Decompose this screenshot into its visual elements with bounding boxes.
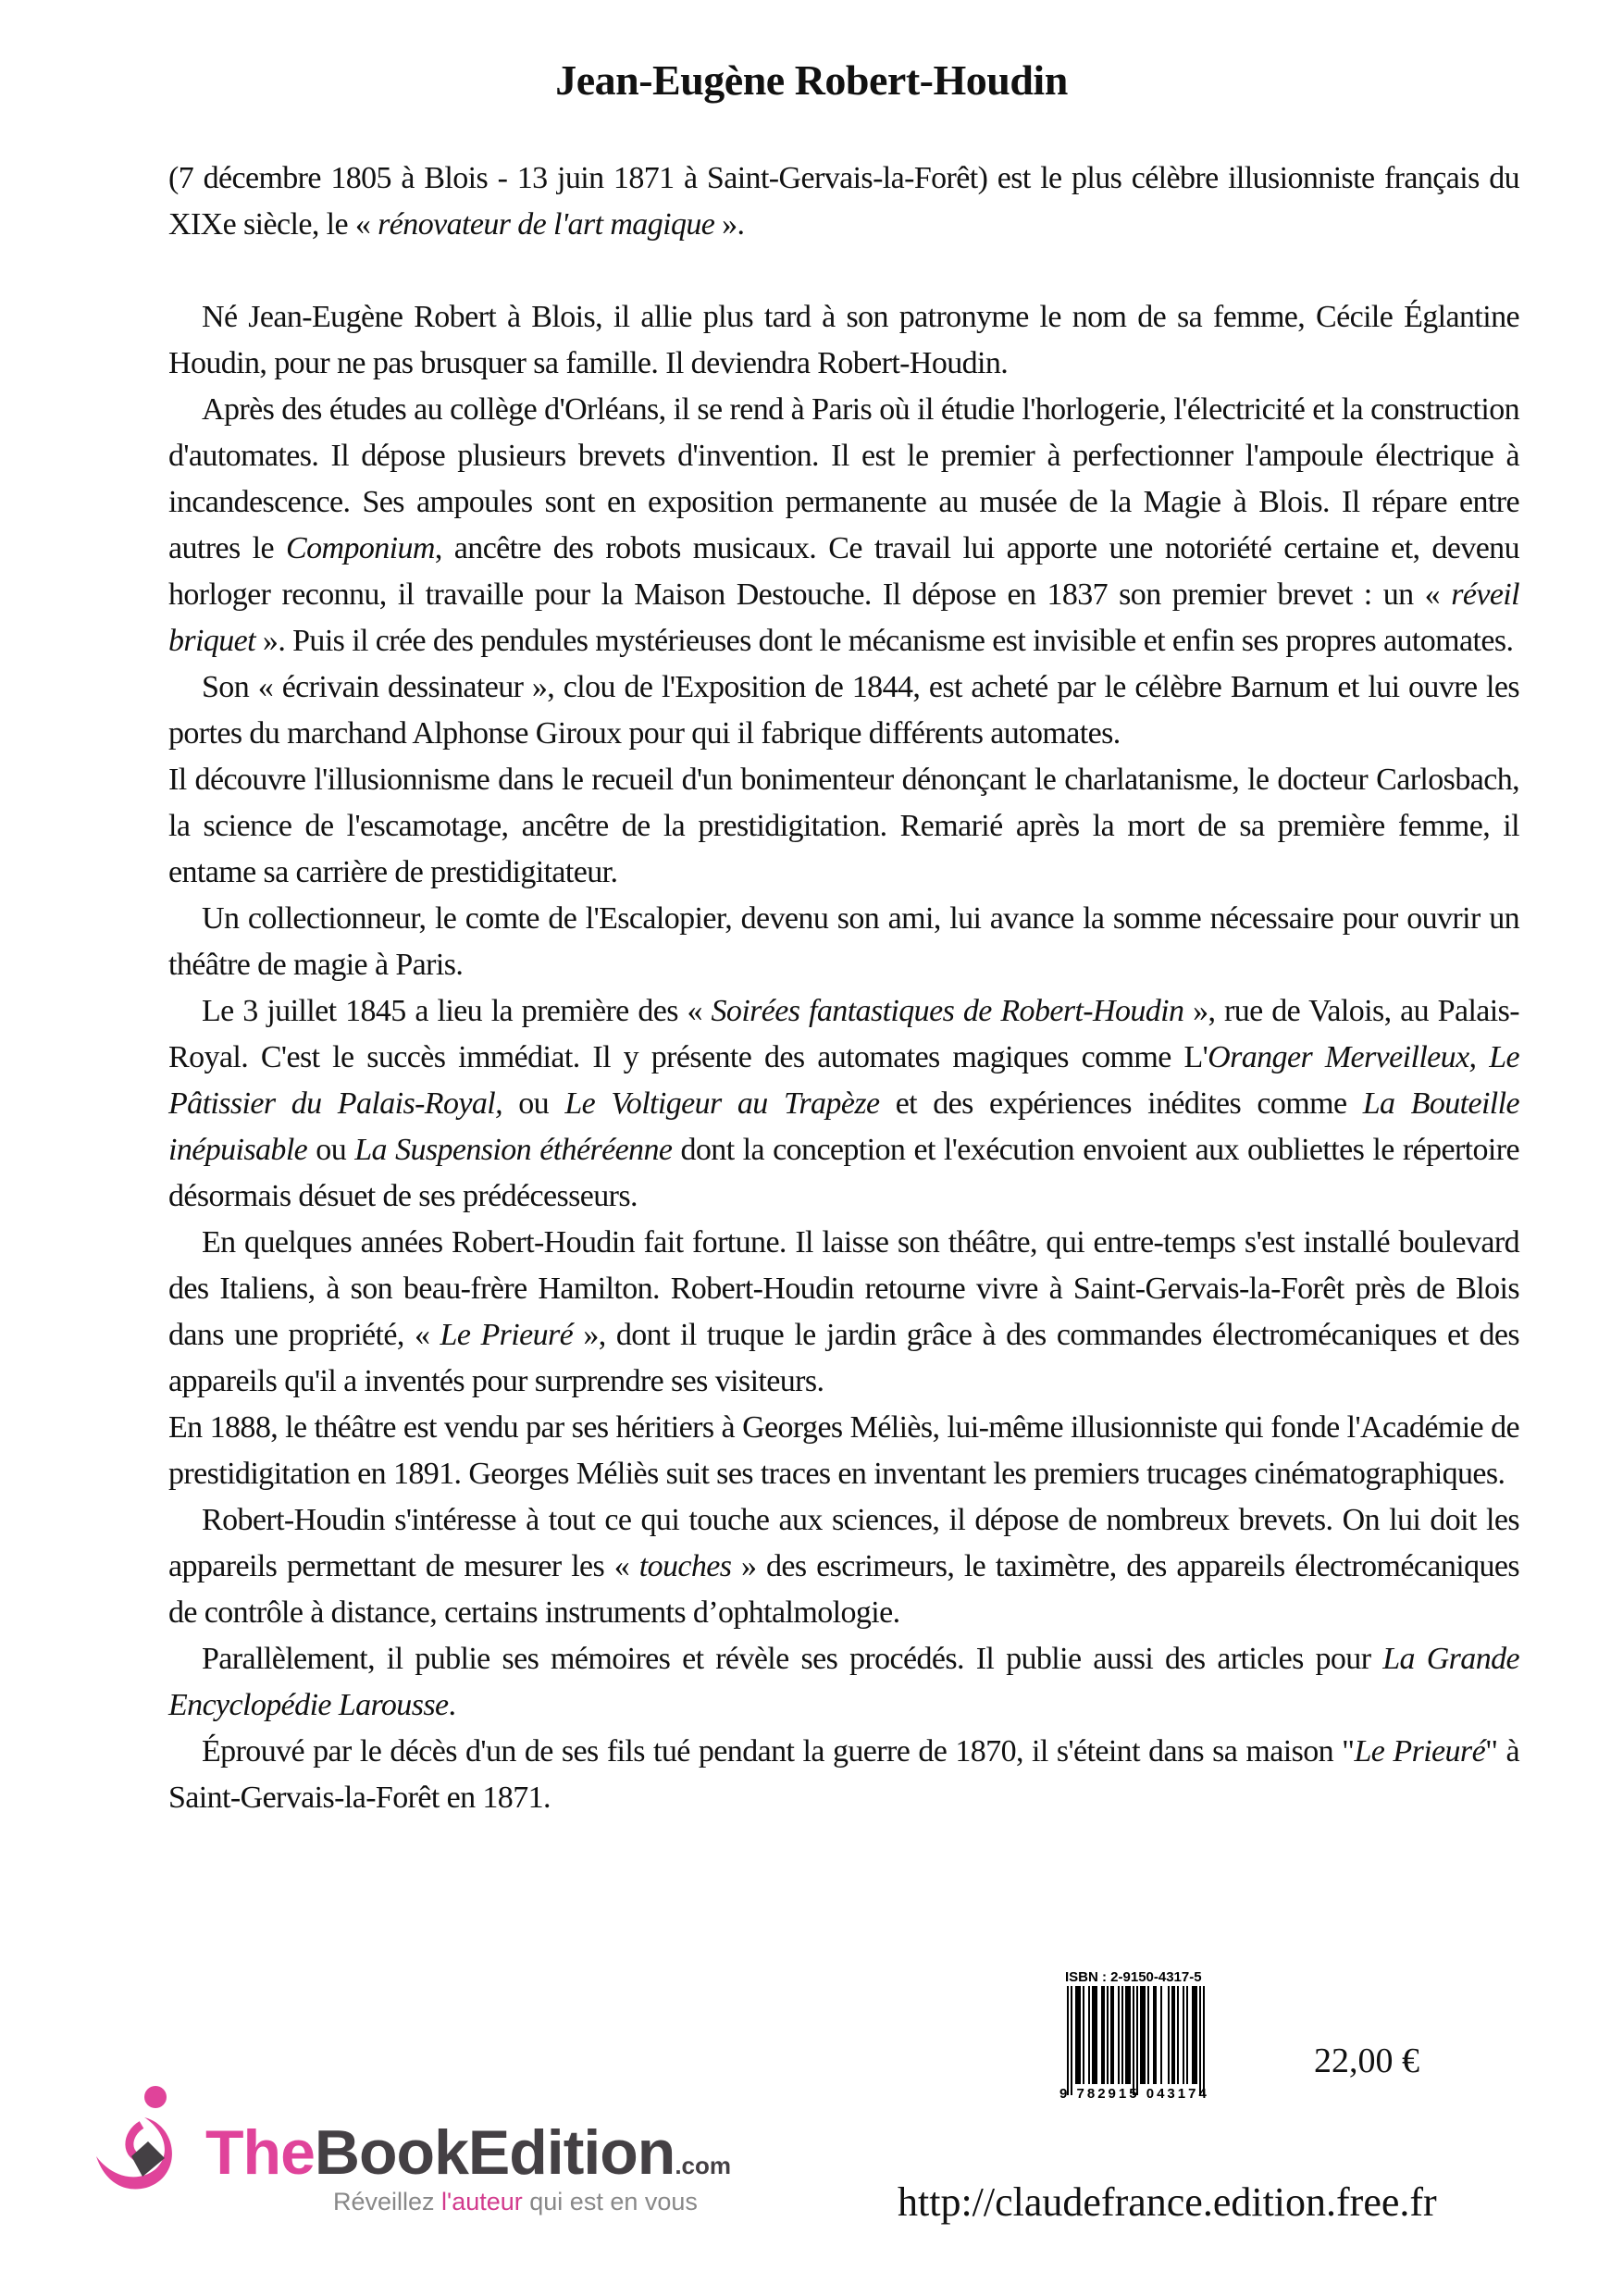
thebookedition-mark-icon — [91, 2084, 202, 2204]
barcode-bars-icon — [1067, 1986, 1205, 2095]
biography-text — [168, 155, 1519, 1821]
paragraph-soirees: Le 3 juillet 1845 a lieu la première des « Soirées fantastiques de Robert-Houdin », rue de Valois, au Palais-Royal. C'est le succès immédiat. Il y présente des automates magiques comme L'Oranger Merveilleux, Le Pâtissier du Palais-Royal, ou Le Voltigeur au Trapèze et des expériences inédites comme La Bouteille inépuisable ou La Suspension éthéréenne dont la conception et l'exécution envoient aux oubliettes le répertoire désormais désuet de ses prédécesseurs. — [168, 994, 1519, 1213]
page-title: Jean-Eugène Robert-Houdin — [555, 56, 1068, 104]
paragraph-collectionneur: Un collectionneur, le comte de l'Escalopier, devenu son ami, lui avance la somme nécessaire pour ouvrir un théâtre de magie à Paris. — [168, 901, 1519, 982]
paragraph-memoires: Parallèlement, il publie ses mémoires et révèle ses procédés. Il publie aussi des articles pour La Grande Encyclopédie Larousse. — [168, 1642, 1519, 1722]
paragraph-fortune: En quelques années Robert-Houdin fait fortune. Il laisse son théâtre, qui entre-temps s'est installé boulevard des Italiens, à son beau-frère Hamilton. Robert-Houdin retourne vivre à Saint-Gervais-la-Forêt près de Blois dans une propriété, « Le Prieuré », dont il truque le jardin grâce à des commandes électromécaniques et des appareils qu'il a inventés pour surprendre ses visiteurs. — [168, 1225, 1519, 1398]
paragraph-birth: Né Jean-Eugène Robert à Blois, il allie plus tard à son patronyme le nom de sa femme, Cécile Églantine Houdin, pour ne pas brusquer sa famille. Il deviendra Robert-Houdin. — [168, 300, 1519, 380]
website-url: http://claudefrance.edition.free.fr — [898, 2179, 1437, 2225]
paragraph-intro: (7 décembre 1805 à Blois - 13 juin 1871 à Saint-Gervais-la-Forêt) est le plus célèbre illusionniste français du XIXe siècle, le « rénovateur de l'art magique ». — [168, 161, 1519, 242]
ean-digits: 9 782915 043174 — [1059, 2086, 1209, 2102]
thebookedition-logo — [83, 2084, 842, 2223]
paragraph-illusionnisme: Il découvre l'illusionnisme dans le recueil d'un bonimenteur dénonçant le charlatanisme, le docteur Carlosbach, la science de l'escamotage, ancêtre de la prestidigitation. Remarié après la mort de sa première femme, il entame sa carrière de prestidigitateur. — [168, 763, 1519, 889]
isbn-barcode — [1059, 1969, 1263, 2108]
logo-wordmark: TheBookEdition.com — [205, 2117, 731, 2188]
price-label: 22,00 € — [1314, 2042, 1419, 2080]
paragraph-melies: En 1888, le théâtre est vendu par ses héritiers à Georges Méliès, lui-même illusionniste qui fonde l'Académie de prestidigitation en 1891. Georges Méliès suit ses traces en inventant les premiers trucages cinématographiques. — [168, 1410, 1519, 1491]
paragraph-deces: Éprouvé par le décès d'un de ses fils tué pendant la guerre de 1870, il s'éteint dans sa maison "Le Prieuré" à Saint-Gervais-la-Forêt en 1871. — [168, 1734, 1519, 1815]
paragraph-ecrivain: Son « écrivain dessinateur », clou de l'Exposition de 1844, est acheté par le célèbre Barnum et lui ouvre les portes du marchand Alphonse Giroux pour qui il fabrique différents automates. — [168, 670, 1519, 751]
logo-tagline: Réveillez l'auteur qui est en vous — [333, 2188, 698, 2215]
paragraph-sciences: Robert-Houdin s'intéresse à tout ce qui touche aux sciences, il dépose de nombreux brevets. On lui doit les appareils permettant de mesurer les « touches » des escrimeurs, le taximètre, des appareils électromécaniques de contrôle à distance, certains instruments d’ophtalmologie. — [168, 1503, 1519, 1630]
isbn-label: ISBN : 2-9150-4317-5 — [1065, 1969, 1202, 1985]
paragraph-studies: Après des études au collège d'Orléans, il se rend à Paris où il étudie l'horlogerie, l'électricité et la construction d'automates. Il dépose plusieurs brevets d'invention. Il est le premier à perfectionner l'ampoule électrique à incandescence. Ses ampoules sont en exposition permanente au musée de la Magie à Blois. Il répare entre autres le Componium, ancêtre des robots musicaux. Ce travail lui apporte une notoriété certaine et, devenu horloger reconnu, il travaille pour la Maison Destouche. Il dépose en 1837 son premier brevet : un « réveil briquet ». Puis il crée des pendules mystérieuses dont le mécanisme est invisible et enfin ses propres automates. — [168, 392, 1519, 658]
